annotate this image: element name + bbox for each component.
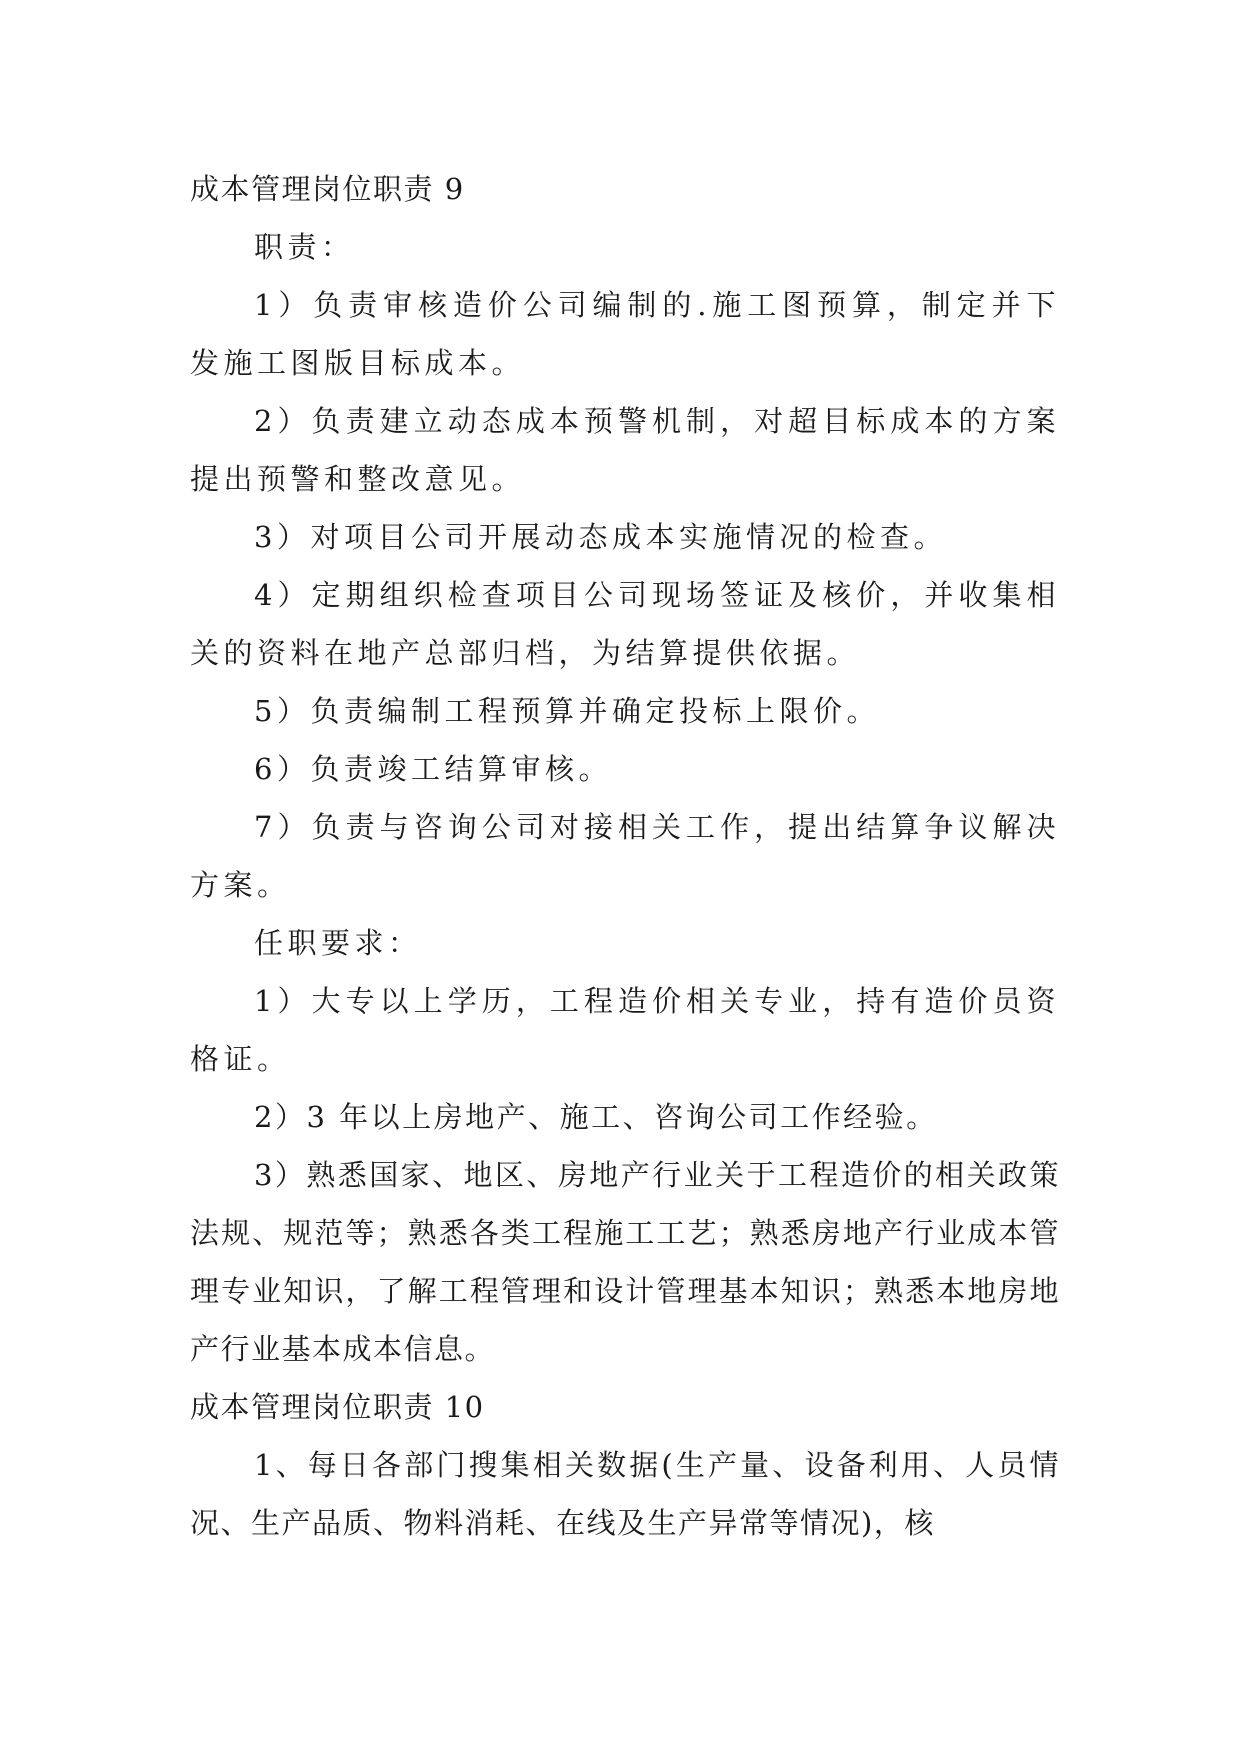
duties-heading: 职责： [254,230,355,264]
duty-item-7: 7）负责与咨询公司对接相关工作，提出结算争议解决方案。 [190,810,1060,902]
document-body [190,160,1060,1552]
requirement-item-2: 2）3 年以上房地产、施工、咨询公司工作经验。 [254,1100,938,1134]
duty-item-3: 3）对项目公司开展动态成本实施情况的检查。 [254,520,947,554]
duty-item-2: 2）负责建立动态成本预警机制，对超目标成本的方案提出预警和整改意见。 [190,404,1060,496]
duty-item-5: 5）负责编制工程预算并确定投标上限价。 [254,694,880,728]
requirement-item-3: 3）熟悉国家、地区、房地产行业关于工程造价的相关政策法规、规范等；熟悉各类工程施工工艺；熟悉房地产行业成本管理专业知识，了解工程管理和设计管理基本知识；熟悉本地房地产行业基本成本信息。 [190,1158,1060,1366]
duty-item-1: 1）负责审核造价公司编制的.施工图预算，制定并下发施工图版目标成本。 [190,288,1060,380]
section-10-title: 成本管理岗位职责 10 [190,1390,485,1424]
section-10-item-1: 1、每日各部门搜集相关数据(生产量、设备利用、人员情况、生产品质、物料消耗、在线及生产异常等情况)，核 [190,1448,1060,1540]
requirement-item-1: 1）大专以上学历，工程造价相关专业，持有造价员资格证。 [190,984,1060,1076]
duty-item-4: 4）定期组织检查项目公司现场签证及核价，并收集相关的资料在地产总部归档，为结算提供依据。 [190,578,1060,670]
requirements-heading: 任职要求： [254,926,422,960]
section-9-title: 成本管理岗位职责 9 [190,172,465,206]
duty-item-6: 6）负责竣工结算审核。 [254,752,612,786]
